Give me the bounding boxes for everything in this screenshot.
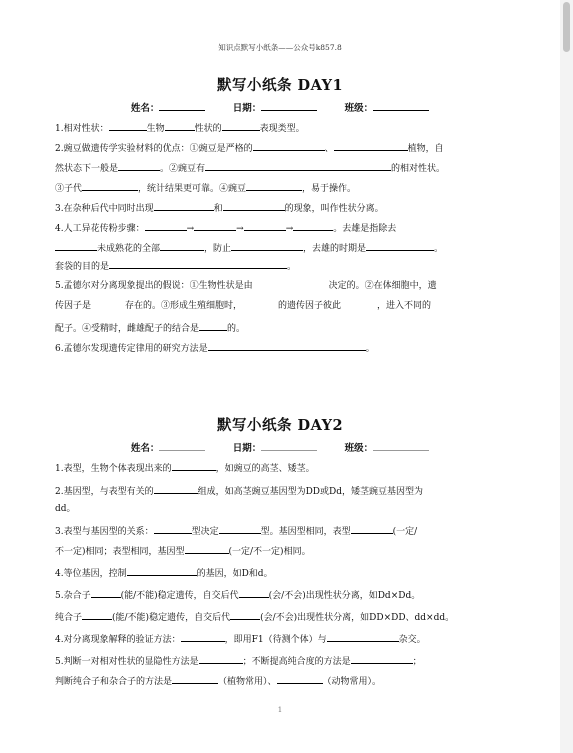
day1-q1: 1.相对性状： 生物 性状的 表现类型。 [55,120,305,136]
blank[interactable] [165,120,195,131]
day2-q2-line1: 2.基因型，与表型有关的 组成，如高茎豌豆基因型为DD或Dd，矮茎豌豆基因型为 [55,483,423,499]
blank[interactable] [82,180,138,191]
blank[interactable] [219,523,261,534]
day2-q1: 1.表型，生物个体表现出来的 ，如豌豆的高茎、矮茎。 [55,460,315,476]
day1-q5-line1: 5.孟德尔对分离现象提出的假说：①生物性状是由 决定的。②在体细胞中，遗 [55,281,437,291]
day1-class-blank[interactable] [373,101,429,111]
blank[interactable] [55,240,97,251]
day1-class-label: 班级： [344,103,374,114]
blank[interactable] [223,200,285,211]
blank[interactable] [199,320,227,331]
blank[interactable] [172,460,216,471]
blank[interactable] [208,340,366,351]
day1-name-label: 姓名： [130,103,160,114]
day2-q5-line1: 5.杂合子 (能/不能)稳定遗传，自交后代 (会/不会)出现性状分离，如Dd×Dd。 [55,587,420,603]
day2-title: 默写小纸条 DAY2 [216,417,344,434]
day1-q2-line3: ③子代 ，统计结果更可靠。④豌豆 ，易于操作。 [55,180,356,196]
vertical-scrollbar[interactable] [560,0,573,753]
blank[interactable] [253,140,325,151]
blank[interactable] [91,587,121,598]
blank[interactable] [244,220,286,231]
blank[interactable] [222,120,260,131]
blank[interactable] [230,609,260,620]
page-number: 1 [277,706,283,714]
day1-title: 默写小纸条 DAY1 [216,77,344,94]
day2-q6: 4.对分离现象解释的验证方法： ，即用F1（待测个体）与 杂交。 [55,631,426,647]
day2-q3-line1: 3.表型与基因型的关系： 型决定 型。基因型相同，表型 (一定/ [55,523,417,539]
day1-q6: 6.孟德尔发现遗传定律用的研究方法是 。 [55,340,375,356]
day2-name-label: 姓名： [130,443,160,454]
blank[interactable] [293,220,333,231]
blank[interactable] [351,653,413,664]
day2-date-label: 日期： [232,443,262,454]
blank[interactable] [172,673,218,684]
day2-class-label: 班级： [344,443,374,454]
day2-q7-line1: 5.判断一对相对性状的显隐性方法是 ；不断提高纯合度的方法是 ； [55,653,422,669]
day2-date-blank[interactable] [261,441,317,451]
day1-name-blank[interactable] [159,101,205,111]
day2-info-row [0,440,560,454]
blank[interactable] [239,587,269,598]
day1-q3: 3.在杂种后代中同时出现 和 的现象，叫作性状分离。 [55,200,384,216]
blank[interactable] [277,673,323,684]
day1-info-row [0,100,560,114]
day1-q5-line2: 传因子是 存在的。③形成生殖细胞时， 的遗传因子彼此 ，进入不同的 [55,301,432,311]
blank[interactable] [327,631,399,642]
day2-q7-line2: 判断纯合子和杂合子的方法是 （植物常用）、 （动物常用）。 [55,673,381,689]
scrollbar-thumb[interactable] [563,2,570,52]
day1-q2-line2: 然状态下一般是 。②豌豆有 的相对性状。 [55,160,445,176]
blank[interactable] [154,200,214,211]
blank[interactable] [205,160,391,171]
blank[interactable] [82,609,112,620]
blank[interactable] [185,543,229,554]
blank[interactable] [127,565,197,576]
blank[interactable] [145,220,187,231]
blank[interactable] [231,240,303,251]
day2-q4: 4.等位基因，控制 的基因，如D和d。 [55,565,273,581]
blank[interactable] [334,140,408,151]
day2-q5-line2: 纯合子 (能/不能)稳定遗传，自交后代 (会/不会)出现性状分离，如DD×DD、dd×dd。 [55,609,454,625]
blank[interactable] [194,220,236,231]
day1-q5-line3: 配子。④受精时，雌雄配子的结合是 的。 [55,320,245,336]
day2-q3-line2: 不一定)相同；表型相同，基因型 (一定/不一定)相同。 [55,543,311,559]
day1-date-blank[interactable] [261,101,317,111]
day1-q4-line3: 套袋的目的是 。 [55,258,296,274]
blank[interactable] [199,653,243,664]
page-header: 知识点默写小纸条——公众号k857.8 [218,43,342,52]
blank[interactable] [109,258,287,269]
blank[interactable] [366,240,434,251]
day1-date-label: 日期： [232,103,262,114]
blank[interactable] [118,160,160,171]
day2-q2-line2: dd。 [55,504,76,514]
day2-name-blank[interactable] [159,441,205,451]
blank[interactable] [154,523,192,534]
day1-q4-line2: 未成熟花的全部 ，防止 ，去雄的时期是 。 [55,240,443,256]
blank[interactable] [246,180,302,191]
day1-q2-line1: 2.豌豆做遗传学实验材料的优点：①豌豆是严格的 、 植物，自 [55,140,444,156]
blank[interactable] [154,483,198,494]
blank[interactable] [109,120,147,131]
blank[interactable] [181,631,225,642]
blank[interactable] [351,523,393,534]
blank[interactable] [160,240,204,251]
day2-class-blank[interactable] [373,441,429,451]
day1-q4-line1: 4.人工异花传粉步骤： → → → 。去雄是指除去 [55,220,396,236]
